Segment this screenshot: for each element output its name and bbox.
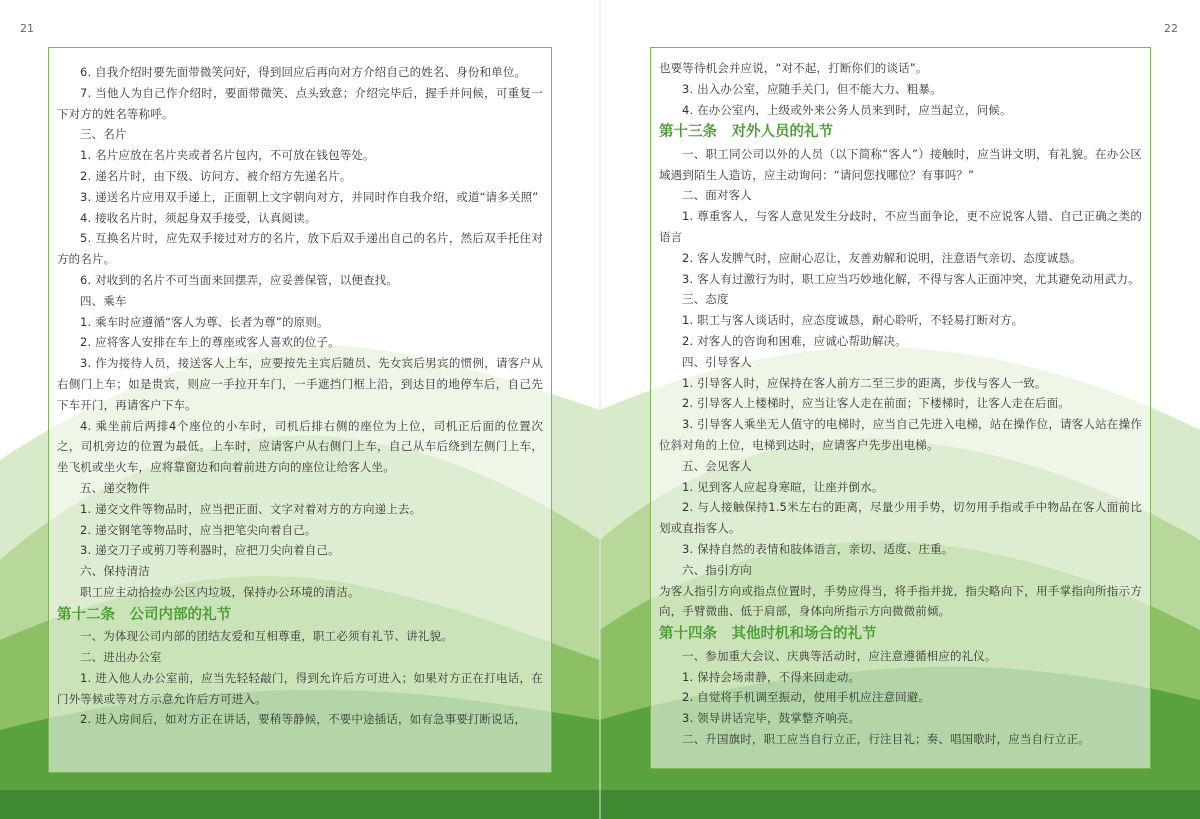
- paragraph: 职工应主动拾捡办公区内垃圾，保持办公环境的清洁。: [80, 584, 360, 599]
- left-page-content: [48, 47, 552, 773]
- paragraph: 6. 自我介绍时要先面带微笑问好，得到回应后再向对方介绍自己的姓名、身份和单位。: [80, 65, 527, 79]
- paragraph: 3. 领导讲话完毕，鼓掌整齐响亮。: [682, 711, 861, 726]
- section-heading: 第十二条 公司内部的礼节: [57, 606, 231, 623]
- paragraph: 2. 自觉将手机调至振动，使用手机应注意回避。: [682, 690, 931, 705]
- paragraph: 1. 进入他人办公室前，应当先轻轻敲门，得到允许后方可进入；如果对方正在打电话，在门外等候或等对方示意允许后方可进入。: [57, 670, 543, 706]
- paragraph: 3. 保持自然的表情和肢体语言，亲切、适度、庄重。: [682, 542, 954, 557]
- paragraph: 二、面对客人: [682, 188, 752, 203]
- paragraph: 3. 引导客人乘坐无人值守的电梯时，应当自己先进入电梯，站在操作位，请客人站在操作位斜对角的上位，电梯到达时，应请客户先步出电梯。: [659, 417, 1142, 453]
- page-number-left: 21: [20, 22, 34, 35]
- paragraph: 2. 递交钢笔等物品时，应当把笔尖向着自己。: [80, 522, 317, 537]
- paragraph: 1. 保持会场肃静，不得来回走动。: [682, 669, 861, 684]
- paragraph: 3. 出入办公室，应随手关门，但不能大力、粗暴。: [682, 81, 942, 96]
- paragraph: 一、为体现公司内部的团结友爱和互相尊重，职工必须有礼节、讲礼貌。: [80, 629, 453, 644]
- paragraph: 3. 客人有过激行为时，职工应当巧妙地化解，不得与客人正面冲突，尤其避免动用武力。: [682, 271, 1140, 286]
- paragraph: 2. 与人接触保持1.5米左右的距离，尽量少用手势，切勿用手指或手中物品在客人面前比划或直指客人。: [659, 500, 1142, 536]
- section-heading: 第十四条 其他时机和场合的礼节: [659, 626, 877, 643]
- paragraph: 五、会见客人: [682, 458, 752, 473]
- paragraph: 1. 职工与客人谈话时，应态度诚恳，耐心聆听，不轻易打断对方。: [682, 313, 1024, 328]
- paragraph: 6. 对收到的名片不可当面来回摆弄，应妥善保管，以便查找。: [80, 272, 398, 287]
- paragraph: 2. 引导客人上楼梯时，应当让客人走在前面；下楼梯时，让客人走在后面。: [682, 396, 1070, 411]
- paragraph: 一、参加重大会议、庆典等活动时，应注意遵循相应的礼仪。: [682, 648, 997, 663]
- paragraph: 1. 名片应放在名片夹或者名片包内，不可放在钱包等处。: [80, 148, 375, 163]
- right-page-content: [650, 47, 1151, 769]
- paragraph: 1. 乘车时应遵循“客人为尊、长者为尊”的原则。: [80, 314, 329, 329]
- paragraph: 六、保持清洁: [80, 564, 150, 579]
- paragraph: 4. 乘坐前后两排4个座位的小车时，司机后排右侧的座位为上位，司机正后面的位置次之，司机旁边的位置为最低。上车时，应请客户从右侧门上车，自己从车后绕到左侧门上车，坐飞机或坐火车，应将靠窗边和向着前进方向的座位让给客人坐。: [57, 418, 543, 475]
- paragraph: 3. 递送名片应用双手递上，正面朝上文字朝向对方，并同时作自我介绍，或道“请多关照”: [80, 189, 539, 204]
- paragraph: 4. 在办公室内，上级或外来公务人员来到时，应当起立，问候。: [682, 102, 1012, 117]
- paragraph: 5. 互换名片时，应先双手接过对方的名片，放下后双手递出自己的名片，然后双手托住对方的名片。: [57, 231, 543, 267]
- paragraph: 四、引导客人: [682, 354, 752, 369]
- paragraph: 2. 应将客人安排在车上的尊座或客人喜欢的位子。: [80, 335, 340, 350]
- paragraph: 四、乘车: [80, 293, 127, 308]
- paragraph: 1. 尊重客人，与客人意见发生分歧时，不应当面争论，更不应说客人错、自己正确之类的语言: [659, 209, 1142, 245]
- paragraph: 2. 对客人的咨询和困难，应诚心帮助解决。: [682, 334, 907, 349]
- paragraph: 三、名片: [80, 127, 127, 142]
- paragraph: 1. 见到客人应起身寒暄，让座并倒水。: [682, 479, 884, 494]
- paragraph: 4. 接收名片时，须起身双手接受，认真阅读。: [80, 210, 317, 225]
- paragraph: 1. 引导客人时，应保持在客人前方二至三步的距离，步伐与客人一致。: [682, 375, 1047, 390]
- paragraph: 六、指引方向: [682, 562, 752, 577]
- paragraph: 2. 进入房间后，如对方正在讲话，要稍等静候，不要中途插话，如有急事要打断说话，: [80, 712, 527, 727]
- paragraph: 2. 递名片时，由下级、访问方、被介绍方先递名片。: [80, 168, 352, 183]
- paragraph: 3. 递交刀子或剪刀等利器时，应把刀尖向着自己。: [80, 543, 340, 558]
- paragraph: 二、升国旗时，职工应当自行立正，行注目礼；奏、唱国歌时，应当自行立正。: [682, 731, 1090, 746]
- paragraph: 2. 客人发脾气时，应耐心忍让，友善劝解和说明，注意语气亲切、态度诚恳。: [682, 250, 1082, 265]
- page-number-right: 22: [1164, 22, 1178, 35]
- paragraph: 3. 作为接待人员，接送客人上车，应要按先主宾后随员、先女宾后男宾的惯例，请客户从右侧门上车；如是贵宾，则应一手拉开车门，一手遮挡门框上沿，到达目的地停车后，自己先下车开门，再请客户下车。: [57, 356, 543, 412]
- paragraph: 也要等待机会并应说，“对不起，打断你们的谈话”。: [659, 61, 928, 75]
- paragraph: 二、进出办公室: [80, 650, 162, 665]
- paragraph: 为客人指引方向或指点位置时，手势应得当，将手指并拢，指尖略向下，用手掌指向所指示方向，手臂微曲、低于肩部，身体向所指示方向微微前倾。: [659, 583, 1142, 619]
- paragraph: 7. 当他人为自己作介绍时，要面带微笑、点头致意；介绍完毕后，握手并问候，可重复一下对方的姓名等称呼。: [57, 85, 543, 121]
- paragraph: 1. 递交文件等物品时，应当把正面、文字对着对方的方向递上去。: [80, 501, 422, 516]
- paragraph: 一、职工同公司以外的人员（以下简称“客人”）接触时，应当讲文明，有礼貌。在办公区域遇到陌生人造访，应主动询问：“请问您找哪位？有事吗？”: [659, 146, 1142, 182]
- section-heading: 第十三条 对外人员的礼节: [659, 124, 833, 141]
- paragraph: 三、态度: [682, 292, 729, 307]
- paragraph: 五、递交物件: [80, 480, 150, 495]
